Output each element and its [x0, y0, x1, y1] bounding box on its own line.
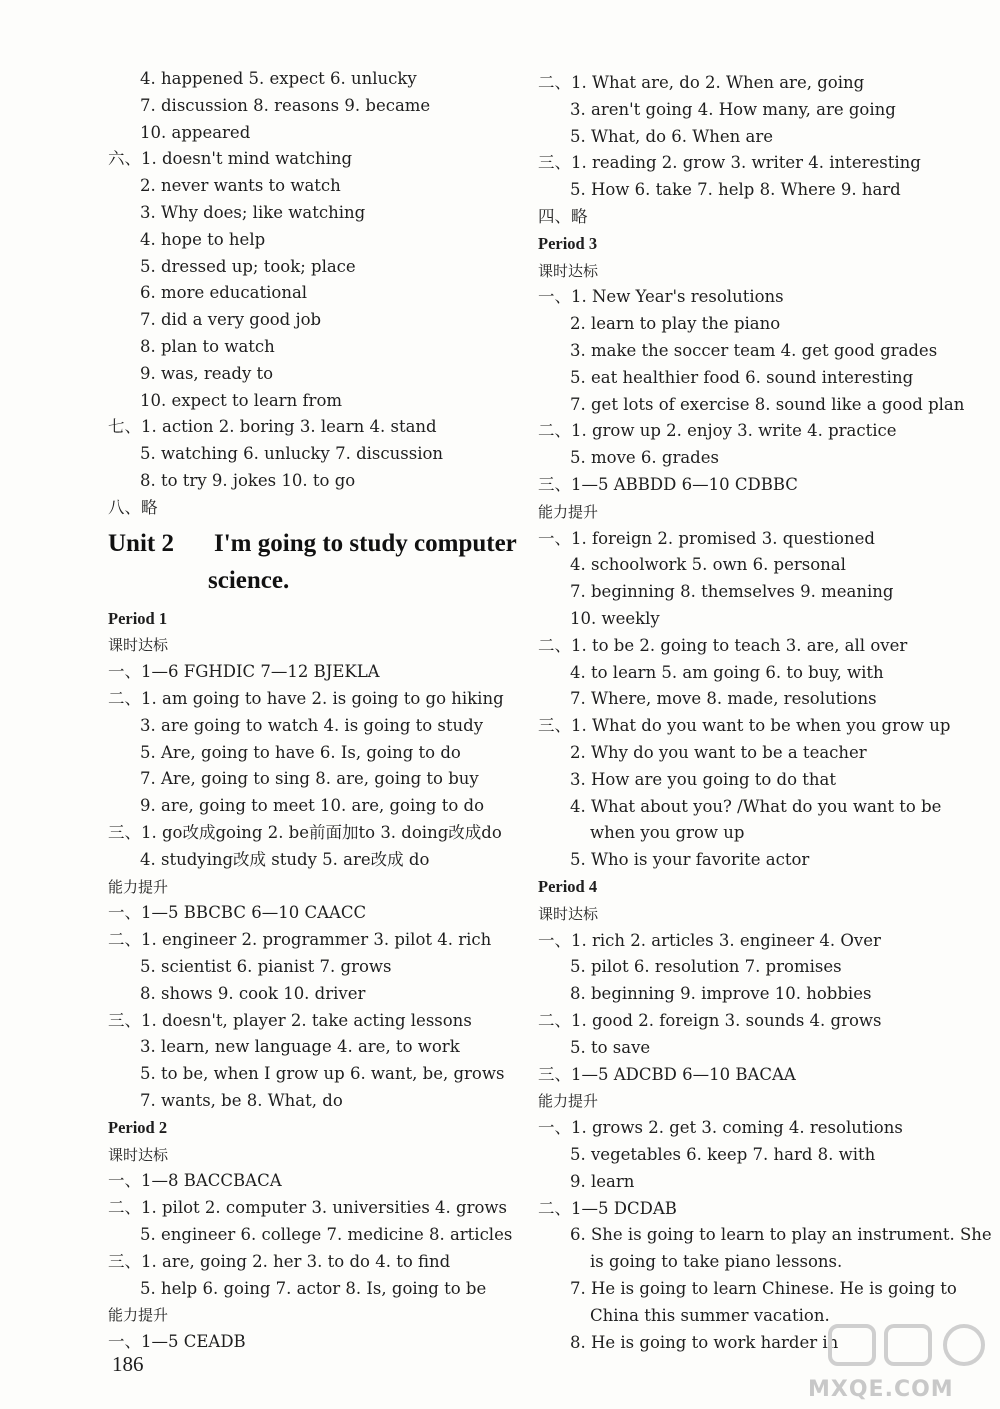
answer-line: 二、1. engineer 2. programmer 3. pilot 4. rich [108, 930, 492, 950]
answer-line: 一、1. rich 2. articles 3. engineer 4. Over [538, 930, 881, 950]
answer-line: 三、1. go改成going 2. be前面加to 3. doing改成do [108, 823, 502, 842]
answer-line: 4. What about you? /What do you want to be [570, 796, 942, 816]
answer-line: 一、1. grows 2. get 3. coming 4. resolutions [538, 1118, 903, 1138]
answer-line: 二、1. What are, do 2. When are, going [538, 73, 865, 92]
answer-line: 5. to be, when I grow up 6. want, be, grows [140, 1064, 505, 1084]
answer-line: 3. learn, new language 4. are, to work [140, 1037, 460, 1057]
answer-line: 5. Are, going to have 6. Is, going to do [140, 742, 461, 762]
answer-line: 一、1. New Year's resolutions [538, 287, 784, 307]
answer-line: 4. to learn 5. am going 6. to buy, with [570, 662, 884, 682]
answer-line: 3. Why does; like watching [140, 203, 366, 222]
answer-line: 5. Who is your favorite actor [570, 850, 810, 870]
answer-line: 7. discussion 8. reasons 9. became [140, 95, 431, 115]
answer-line: 3. make the soccer team 4. get good grades [570, 341, 938, 360]
answer-line: 三、1. reading 2. grow 3. writer 4. interesting [538, 153, 921, 173]
section-heading: 课时达标 [108, 1145, 169, 1164]
unit-title-line-2: science. [208, 566, 290, 594]
answer-line: 7. He is going to learn Chinese. He is going to [570, 1279, 957, 1298]
answer-line: 7. Are, going to sing 8. are, going to buy [140, 769, 479, 789]
answer-line: 5. dressed up; took; place [140, 256, 356, 276]
watermark-text: MXQE.COM [808, 1377, 954, 1402]
answer-line: 7. did a very good job [140, 310, 322, 330]
answer-line: 一、1. foreign 2. promised 3. questioned [538, 528, 875, 548]
answer-line: 3. aren't going 4. How many, are going [570, 99, 896, 119]
answer-line: 5. to save [570, 1037, 651, 1057]
answer-line: 6. more educational [140, 283, 308, 303]
answer-line: 8. beginning 9. improve 10. hobbies [570, 984, 872, 1004]
answer-line: 9. are, going to meet 10. are, going to do [140, 796, 485, 816]
answer-line: 四、略 [538, 207, 588, 226]
answer-line: 8. to try 9. jokes 10. to go [140, 471, 356, 490]
answer-line: 5. pilot 6. resolution 7. promises [570, 957, 842, 977]
answer-line: 二、1—5 DCDAB [538, 1198, 677, 1218]
answer-line: 5. scientist 6. pianist 7. grows [140, 957, 392, 976]
answer-line: 5. engineer 6. college 7. medicine 8. articles [140, 1225, 513, 1244]
answer-line: 8. shows 9. cook 10. driver [140, 983, 366, 1003]
answer-line: when you grow up [590, 823, 745, 843]
answer-line: 10. expect to learn from [140, 390, 343, 410]
answer-line: 9. was, ready to [140, 363, 274, 383]
answer-line: 三、1—5 ABBDD 6—10 CDBBC [538, 475, 798, 494]
answer-line: 七、1. action 2. boring 3. learn 4. stand [108, 417, 437, 437]
answer-line: 10. appeared [140, 122, 251, 142]
answer-line: 2. never wants to watch [140, 176, 341, 196]
section-heading: 课时达标 [108, 636, 169, 655]
answer-line: 7. beginning 8. themselves 9. meaning [570, 582, 894, 602]
answer-line: 三、1—5 ADCBD 6—10 BACAA [538, 1064, 796, 1084]
answer-line: 一、1—6 FGHDIC 7—12 BJEKLA [108, 662, 380, 682]
section-heading: 能力提升 [108, 877, 169, 896]
answer-line: 二、1. grow up 2. enjoy 3. write 4. practice [538, 421, 897, 441]
answer-line: 一、1—5 CEADB [108, 1332, 246, 1352]
watermark [808, 1322, 993, 1404]
answer-line: 5. eat healthier food 6. sound interesting [570, 367, 914, 387]
answer-line: 二、1. pilot 2. computer 3. universities 4. grows [108, 1198, 508, 1218]
period-heading: Period 2 [108, 1117, 168, 1137]
section-heading: 课时达标 [538, 261, 599, 280]
answer-line: 7. get lots of exercise 8. sound like a good plan [570, 394, 965, 414]
answer-line: 8. plan to watch [140, 337, 275, 356]
answer-line: 6. She is going to learn to play an instrument. She [570, 1225, 992, 1245]
period-heading: Period 1 [108, 608, 168, 628]
section-heading: 能力提升 [538, 502, 599, 521]
answer-line: 4. happened 5. expect 6. unlucky [140, 69, 417, 88]
answer-line: 5. vegetables 6. keep 7. hard 8. with [570, 1145, 876, 1164]
section-heading: 能力提升 [538, 1092, 599, 1111]
answer-line: 5. watching 6. unlucky 7. discussion [140, 444, 444, 464]
answer-line: 2. Why do you want to be a teacher [570, 743, 867, 762]
period-heading: Period 4 [538, 877, 598, 896]
period-heading: Period 3 [538, 233, 598, 253]
answer-line: 4. hope to help [140, 229, 266, 249]
answer-line: China this summer vacation. [590, 1305, 830, 1325]
unit-number: Unit 2 [108, 529, 174, 557]
answer-line: 三、1. What do you want to be when you grow up [538, 716, 951, 736]
answer-line: 一、1—5 BBCBC 6—10 CAACC [108, 903, 367, 923]
answer-line: 7. Where, move 8. made, resolutions [570, 689, 877, 709]
answer-line: 5. move 6. grades [570, 448, 719, 468]
answer-line: 八、略 [108, 497, 158, 517]
answer-line: 3. are going to watch 4. is going to study [140, 715, 484, 735]
answer-line: 10. weekly [570, 609, 660, 628]
answer-line: 一、1—8 BACCBACA [108, 1171, 282, 1191]
answer-line: 8. He is going to work harder in [570, 1332, 839, 1352]
answer-line: 三、1. are, going 2. her 3. to do 4. to find [108, 1251, 451, 1271]
section-heading: 能力提升 [108, 1306, 169, 1325]
answer-line: 二、1. am going to have 2. is going to go hiking [108, 689, 504, 708]
answer-line: 4. schoolwork 5. own 6. personal [570, 555, 846, 575]
answer-line: 5. How 6. take 7. help 8. Where 9. hard [570, 180, 901, 200]
answer-line: 5. help 6. going 7. actor 8. Is, going to be [140, 1278, 487, 1298]
watermark-logo [828, 1322, 988, 1368]
answer-line: 六、1. doesn't mind watching [108, 149, 353, 169]
answer-line: is going to take piano lessons. [590, 1252, 843, 1272]
answer-line: 2. learn to play the piano [570, 314, 781, 334]
answer-line: 4. studying改成 study 5. are改成 do [140, 849, 430, 869]
page-number: 186 [112, 1352, 144, 1376]
unit-title-line-1: I'm going to study computer [214, 529, 517, 557]
answer-line: 二、1. good 2. foreign 3. sounds 4. grows [538, 1011, 882, 1030]
answer-line: 5. What, do 6. When are [570, 126, 773, 146]
section-heading: 课时达标 [538, 904, 599, 923]
answer-line: 3. How are you going to do that [570, 769, 837, 789]
answer-line: 三、1. doesn't, player 2. take acting lessons [108, 1010, 472, 1030]
answer-line: 9. learn [570, 1171, 635, 1191]
answer-line: 7. wants, be 8. What, do [140, 1091, 343, 1110]
answer-line: 二、1. to be 2. going to teach 3. are, all over [538, 635, 908, 655]
